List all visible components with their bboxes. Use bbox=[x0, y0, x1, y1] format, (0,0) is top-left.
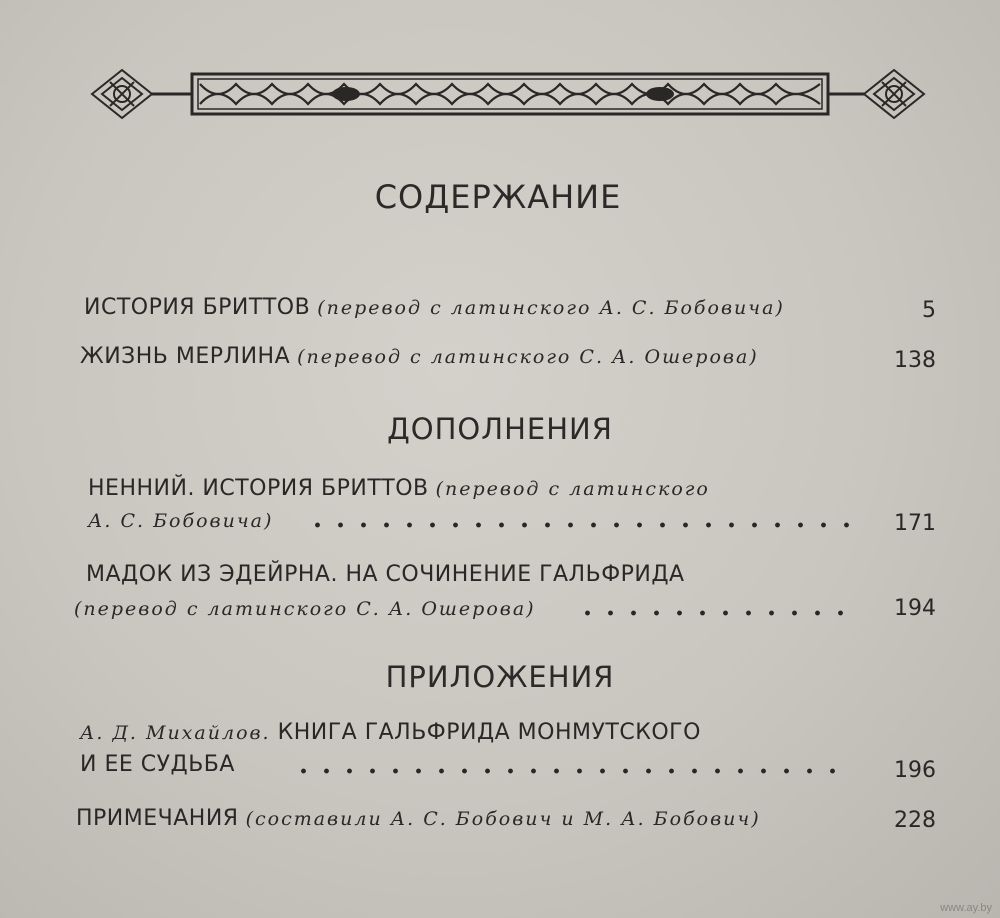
toc-entry-nennius[interactable] bbox=[88, 476, 710, 501]
entry-translator-note: (перевод с латинского С. А. Ошерова) bbox=[297, 346, 759, 368]
toc-entry-mikhailov[interactable] bbox=[80, 720, 701, 745]
contents-title: СОДЕРЖАНИЕ bbox=[374, 178, 622, 216]
page-number: 194 bbox=[894, 596, 936, 621]
dot-leader bbox=[576, 610, 856, 616]
section-heading-appendices: ПРИЛОЖЕНИЯ bbox=[385, 660, 615, 694]
entry-translator-note: (перевод с латинского bbox=[435, 478, 710, 500]
toc-entry-madoc[interactable] bbox=[86, 562, 685, 587]
celtic-knot-ornament bbox=[88, 62, 928, 126]
page-number: 171 bbox=[894, 511, 936, 536]
entry-translator-note: (перевод с латинского С. А. Ошерова) bbox=[74, 598, 536, 620]
toc-entry-historia[interactable] bbox=[84, 295, 785, 320]
toc-entry-mikhailov-line2 bbox=[80, 752, 235, 777]
toc-entry-madoc-line2 bbox=[74, 596, 536, 621]
entry-title: ПРИМЕЧАНИЯ bbox=[76, 806, 239, 831]
entry-translator-note: (перевод с латинского А. С. Бобовича) bbox=[317, 297, 785, 319]
dot-leader bbox=[306, 522, 852, 528]
page-number: 5 bbox=[922, 298, 936, 323]
toc-entry-vita-merlini[interactable] bbox=[80, 344, 759, 369]
entry-title: НЕННИЙ. ИСТОРИЯ БРИТТОВ bbox=[88, 476, 429, 501]
entry-translator-note: (составили А. С. Бобович и М. А. Бобович) bbox=[245, 808, 761, 830]
entry-author: А. Д. Михайлов. bbox=[80, 722, 271, 744]
page-number: 138 bbox=[894, 348, 936, 373]
watermark: www.ay.by bbox=[940, 902, 992, 914]
entry-title: МАДОК ИЗ ЭДЕЙРНА. НА СОЧИНЕНИЕ ГАЛЬФРИДА bbox=[86, 562, 685, 587]
section-heading-supplements: ДОПОЛНЕНИЯ bbox=[387, 412, 613, 446]
dot-leader bbox=[292, 768, 852, 774]
entry-title: КНИГА ГАЛЬФРИДА МОНМУТСКОГО bbox=[277, 720, 701, 745]
entry-title: ИСТОРИЯ БРИТТОВ bbox=[84, 295, 311, 320]
page-number: 196 bbox=[894, 758, 936, 783]
toc-entry-nennius-line2 bbox=[88, 508, 273, 533]
entry-title: ЖИЗНЬ МЕРЛИНА bbox=[80, 344, 291, 369]
toc-entry-notes[interactable] bbox=[76, 806, 761, 831]
page-number: 228 bbox=[894, 808, 936, 833]
entry-title: И ЕЕ СУДЬБА bbox=[80, 752, 235, 777]
entry-translator-note: А. С. Бобовича) bbox=[88, 510, 274, 532]
